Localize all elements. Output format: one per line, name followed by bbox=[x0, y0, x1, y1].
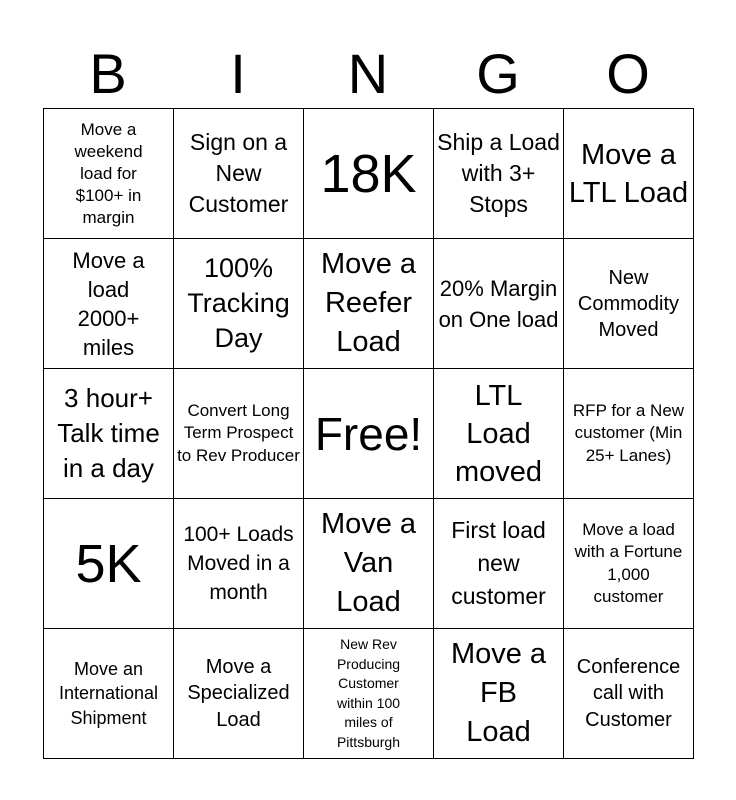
bingo-cell[interactable] bbox=[564, 499, 694, 629]
board-row bbox=[44, 109, 694, 239]
cell-text: 100+ Loads Moved in a month bbox=[183, 523, 294, 604]
cell-text: Convert Long Term Prospect to Rev Producer bbox=[177, 400, 300, 465]
bingo-cell[interactable] bbox=[304, 499, 434, 629]
cell-text: 5K bbox=[75, 533, 142, 594]
cell-text: Move a Van Load bbox=[320, 508, 417, 618]
cell-text: Ship a Load with 3+ Stops bbox=[437, 129, 560, 217]
bingo-cell[interactable] bbox=[434, 499, 564, 629]
bingo-cell[interactable] bbox=[44, 109, 174, 239]
cell-text: RFP for a New customer (Min 25+ Lanes) bbox=[572, 400, 685, 465]
header-letter-b: B bbox=[89, 42, 127, 105]
bingo-cell[interactable] bbox=[174, 499, 304, 629]
cell-text: 3 hour+ Talk time in a day bbox=[57, 383, 160, 483]
bingo-cell[interactable] bbox=[44, 239, 174, 369]
board-row bbox=[44, 629, 694, 759]
cell-text: Move a load 2000+ miles bbox=[72, 247, 145, 360]
bingo-header bbox=[43, 40, 693, 108]
bingo-cell[interactable] bbox=[304, 369, 434, 499]
cell-text: Move a Specialized Load bbox=[187, 655, 290, 731]
bingo-board bbox=[43, 108, 694, 759]
cell-text: Move a load with a Fortune 1,000 customer bbox=[574, 519, 683, 606]
cell-text: Move a LTL Load bbox=[568, 138, 689, 209]
cell-text: Sign on a New Customer bbox=[188, 129, 289, 217]
bingo-cell[interactable] bbox=[434, 109, 564, 239]
cell-text: New Commodity Moved bbox=[577, 266, 680, 341]
bingo-cell[interactable] bbox=[304, 109, 434, 239]
bingo-cell[interactable] bbox=[174, 629, 304, 759]
bingo-cell[interactable] bbox=[304, 629, 434, 759]
bingo-cell[interactable] bbox=[44, 369, 174, 499]
board-row bbox=[44, 369, 694, 499]
bingo-cell[interactable] bbox=[174, 369, 304, 499]
cell-text: New Rev Producing Customer within 100 miles of Pittsburgh bbox=[336, 636, 401, 750]
header-letter-o: O bbox=[606, 42, 650, 105]
cell-text: 100% Tracking Day bbox=[187, 253, 290, 353]
cell-text: 18K bbox=[320, 143, 417, 204]
board-row bbox=[44, 239, 694, 369]
cell-text: LTL Load moved bbox=[454, 379, 543, 488]
bingo-cell[interactable] bbox=[434, 369, 564, 499]
bingo-cell[interactable] bbox=[174, 109, 304, 239]
bingo-cell[interactable] bbox=[174, 239, 304, 369]
bingo-cell[interactable] bbox=[44, 629, 174, 759]
cell-text: Move a weekend load for $100+ in margin bbox=[74, 119, 143, 227]
bingo-cell[interactable] bbox=[434, 239, 564, 369]
header-letter-g: G bbox=[476, 42, 520, 105]
bingo-cell[interactable] bbox=[564, 109, 694, 239]
cell-text: First load new customer bbox=[451, 517, 546, 609]
header-letter-i: I bbox=[230, 42, 246, 105]
bingo-cell[interactable] bbox=[44, 499, 174, 629]
board-row bbox=[44, 499, 694, 629]
cell-text: Move a Reefer Load bbox=[320, 248, 417, 358]
bingo-cell[interactable] bbox=[434, 629, 564, 759]
bingo-cell[interactable] bbox=[564, 629, 694, 759]
cell-text: Free! bbox=[314, 407, 423, 460]
bingo-cell[interactable] bbox=[304, 239, 434, 369]
cell-text: Move a FB Load bbox=[450, 638, 547, 748]
header-letter-n: N bbox=[347, 42, 389, 105]
cell-text: Conference call with Customer bbox=[576, 655, 681, 731]
cell-text: Move an International Shipment bbox=[58, 658, 159, 728]
bingo-cell[interactable] bbox=[564, 239, 694, 369]
bingo-cell[interactable] bbox=[564, 369, 694, 499]
cell-text: 20% Margin on One load bbox=[438, 275, 559, 332]
